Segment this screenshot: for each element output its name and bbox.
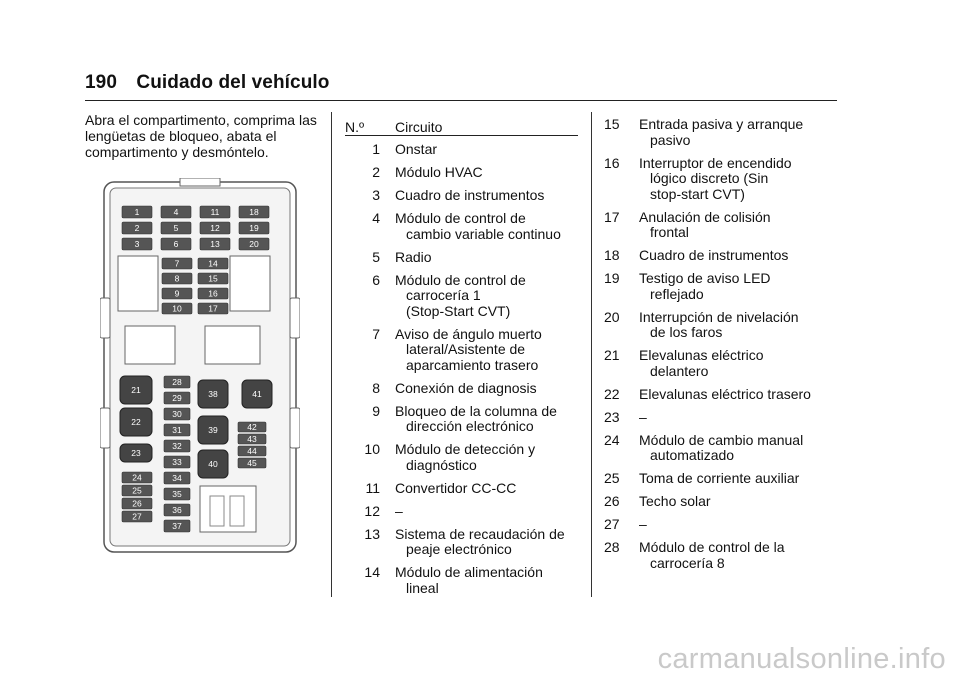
circuit-description xyxy=(395,481,585,497)
circuit-row xyxy=(604,471,844,487)
circuit-line: lógico discreto (Sin xyxy=(650,170,769,186)
circuit-number: 16 xyxy=(604,154,620,171)
circuit-line: Módulo de cambio manual xyxy=(639,431,804,448)
circuit-line: Bloqueo de la columna de xyxy=(395,402,557,419)
circuit-line: Módulo de alimentación xyxy=(395,564,543,580)
circuit-line: cambio variable continuo xyxy=(406,225,561,242)
circuit-number: 24 xyxy=(604,431,620,448)
circuit-list-1 xyxy=(345,142,585,604)
circuit-number: 3 xyxy=(372,187,380,203)
circuit-row xyxy=(345,527,585,558)
column-header-number: N.º xyxy=(345,119,365,135)
circuit-number: 2 xyxy=(372,164,380,180)
circuit-line: carrocería 1 xyxy=(406,287,481,303)
fuse-number: 20 xyxy=(249,239,259,249)
fuse-number: 3 xyxy=(134,239,140,249)
circuit-line: Techo solar xyxy=(639,493,711,509)
circuit-row xyxy=(604,494,844,510)
circuit-row xyxy=(604,117,844,148)
circuit-row xyxy=(604,540,844,571)
circuit-number: 18 xyxy=(604,247,620,263)
circuit-description xyxy=(639,433,844,464)
fuse-number: 44 xyxy=(247,446,257,456)
circuit-row xyxy=(604,271,844,302)
fuse-number: 2 xyxy=(134,223,140,233)
fuse-number: 13 xyxy=(210,239,220,249)
circuit-description xyxy=(639,210,844,241)
circuit-line: – xyxy=(395,502,403,519)
circuit-row xyxy=(345,504,585,520)
fuse-box-diagram xyxy=(100,178,300,556)
relay-number: 39 xyxy=(208,425,218,435)
fuse-number: 11 xyxy=(210,207,220,217)
circuit-description xyxy=(395,404,585,435)
circuit-description xyxy=(639,248,844,264)
circuit-list-2 xyxy=(604,117,844,579)
fuse-number: 33 xyxy=(172,457,182,467)
circuit-description xyxy=(395,327,585,374)
circuit-description xyxy=(395,273,585,320)
circuit-line: (Stop-Start CVT) xyxy=(406,302,511,319)
fuse-number: 43 xyxy=(247,434,257,444)
circuit-number: 7 xyxy=(372,325,380,342)
fuse-number: 7 xyxy=(174,258,180,269)
circuit-line: stop-start CVT) xyxy=(650,185,745,202)
circuit-line: Módulo de control de xyxy=(395,271,526,288)
circuit-row xyxy=(345,165,585,181)
relay-number: 40 xyxy=(208,459,218,469)
column-divider-right xyxy=(591,112,592,597)
circuit-line: frontal xyxy=(650,224,689,240)
circuit-line: lateral/Asistente de xyxy=(406,341,526,357)
circuit-line: dirección electrónico xyxy=(406,418,534,434)
circuit-line: Interruptor de encendido xyxy=(639,154,792,171)
circuit-row xyxy=(345,211,585,242)
circuit-line: Módulo de control de la xyxy=(639,539,785,555)
circuit-number: 9 xyxy=(372,402,380,419)
circuit-row xyxy=(604,517,844,533)
relay-socket xyxy=(125,326,175,364)
fuse-number: 35 xyxy=(172,489,182,499)
circuit-description xyxy=(395,250,585,266)
locking-tab xyxy=(100,298,110,338)
circuit-row xyxy=(345,404,585,435)
connector-socket xyxy=(200,486,256,532)
fuse-number: 37 xyxy=(172,521,182,531)
circuit-row xyxy=(345,327,585,374)
circuit-line: Cuadro de instrumentos xyxy=(639,247,789,263)
circuit-description xyxy=(639,156,844,203)
circuit-number: 17 xyxy=(604,208,620,225)
fuse-number: 45 xyxy=(247,458,257,468)
locking-tab xyxy=(290,408,300,448)
page-title: Cuidado del vehículo xyxy=(136,72,330,93)
circuit-line: de los faros xyxy=(650,324,723,340)
circuit-line: – xyxy=(639,408,647,425)
circuit-line: automatizado xyxy=(650,447,735,463)
circuit-number: 14 xyxy=(364,564,380,580)
page-header xyxy=(85,72,329,94)
fuse-number: 17 xyxy=(208,303,218,314)
circuit-line: pasivo xyxy=(650,131,691,148)
fuse-number: 32 xyxy=(172,441,182,451)
column-header-circuit: Circuito xyxy=(395,119,443,135)
circuit-row xyxy=(604,410,844,426)
circuit-row xyxy=(604,156,844,203)
relay-socket xyxy=(205,326,260,364)
circuit-description xyxy=(395,381,585,397)
circuit-description xyxy=(395,442,585,473)
fuse-number: 26 xyxy=(132,498,142,509)
circuit-number: 10 xyxy=(364,441,380,457)
circuit-number: 27 xyxy=(604,516,620,532)
circuit-number: 20 xyxy=(604,308,620,325)
fuse-number: 10 xyxy=(172,303,182,314)
circuit-row xyxy=(345,250,585,266)
locking-tab xyxy=(100,408,110,448)
fuse-number: 24 xyxy=(132,472,142,483)
circuit-line: delantero xyxy=(650,362,709,379)
circuit-line: reflejado xyxy=(650,285,704,302)
circuit-row xyxy=(604,387,844,403)
circuit-description xyxy=(639,117,844,148)
fuse-box-svg xyxy=(100,178,300,556)
circuit-row xyxy=(345,442,585,473)
fuse-number: 36 xyxy=(172,505,182,515)
circuit-description xyxy=(395,165,585,181)
circuit-line: Módulo de detección y xyxy=(395,441,536,457)
circuit-description xyxy=(639,348,844,379)
circuit-line: peaje electrónico xyxy=(406,541,512,557)
circuit-description xyxy=(395,527,585,558)
fuse-number: 12 xyxy=(210,223,220,233)
fuse-number: 6 xyxy=(173,239,179,249)
circuit-row xyxy=(345,381,585,397)
circuit-description xyxy=(395,565,585,596)
fuse-number: 9 xyxy=(174,288,180,299)
circuit-number: 12 xyxy=(364,502,380,519)
circuit-line: Conexión de diagnosis xyxy=(395,379,537,396)
circuit-number: 1 xyxy=(372,141,380,157)
circuit-line: diagnóstico xyxy=(406,456,477,473)
circuit-line: Entrada pasiva y arranque xyxy=(639,116,804,132)
circuit-line: Anulación de colisión xyxy=(639,208,771,225)
fuse-number: 1 xyxy=(134,207,140,217)
relay-number: 23 xyxy=(131,448,141,458)
fuse-number: 27 xyxy=(132,511,142,522)
circuit-number: 8 xyxy=(372,379,380,396)
circuit-row xyxy=(604,210,844,241)
circuit-line: Sistema de recaudación de xyxy=(395,525,565,542)
page-number: 190 xyxy=(85,72,118,93)
circuit-row xyxy=(604,433,844,464)
circuit-line: Onstar xyxy=(395,141,438,157)
circuit-row xyxy=(345,273,585,320)
circuit-row xyxy=(345,565,585,596)
circuit-number: 28 xyxy=(604,539,620,555)
circuit-line: Elevalunas eléctrico xyxy=(639,347,764,363)
circuit-number: 11 xyxy=(365,479,380,496)
circuit-line: Radio xyxy=(395,248,432,265)
circuit-row xyxy=(604,310,844,341)
circuit-row xyxy=(604,348,844,379)
fuse-number: 14 xyxy=(208,258,218,269)
circuit-number: 6 xyxy=(372,271,380,288)
circuit-description xyxy=(639,310,844,341)
fuse-number: 4 xyxy=(173,207,179,217)
circuit-line: Testigo de aviso LED xyxy=(639,270,771,286)
circuit-line: Elevalunas eléctrico trasero xyxy=(639,385,811,402)
table-header-rule xyxy=(345,135,578,136)
circuit-description xyxy=(395,142,585,158)
fuse-number: 31 xyxy=(172,425,182,435)
circuit-row xyxy=(604,248,844,264)
circuit-line: Toma de corriente auxiliar xyxy=(639,470,800,486)
circuit-line: aparcamiento trasero xyxy=(406,356,539,373)
circuit-row xyxy=(345,142,585,158)
circuit-number: 25 xyxy=(604,470,620,486)
fuse-number: 18 xyxy=(249,207,259,217)
column-divider-left xyxy=(331,112,332,597)
top-tab xyxy=(180,178,220,186)
relay-socket xyxy=(118,256,158,311)
circuit-description xyxy=(639,540,844,571)
relay-socket xyxy=(230,256,270,311)
fuse-number: 42 xyxy=(247,422,257,432)
circuit-description xyxy=(395,504,585,520)
circuit-line: Cuadro de instrumentos xyxy=(395,187,545,203)
circuit-line: Módulo de control de xyxy=(395,210,526,226)
connector-pin xyxy=(210,496,224,526)
circuit-line: – xyxy=(639,516,647,532)
circuit-description xyxy=(639,271,844,302)
circuit-number: 13 xyxy=(364,525,380,542)
header-divider xyxy=(85,100,837,101)
circuit-row xyxy=(345,188,585,204)
fuse-number: 16 xyxy=(208,288,218,299)
circuit-line: carrocería 8 xyxy=(650,554,725,571)
circuit-description xyxy=(395,211,585,242)
circuit-line: Interrupción de nivelación xyxy=(639,308,799,325)
relay-number: 41 xyxy=(252,389,262,399)
circuit-description xyxy=(639,494,844,510)
circuit-number: 5 xyxy=(372,248,380,265)
circuit-line: Aviso de ángulo muerto xyxy=(395,325,542,342)
circuit-description xyxy=(639,387,844,403)
circuit-description xyxy=(639,471,844,487)
circuit-number: 15 xyxy=(604,116,620,132)
circuit-line: lineal xyxy=(406,579,439,596)
circuit-description xyxy=(639,410,844,426)
fuse-number: 19 xyxy=(249,223,259,233)
circuit-description xyxy=(639,517,844,533)
circuit-number: 23 xyxy=(604,408,620,425)
circuit-row xyxy=(345,481,585,497)
circuit-number: 22 xyxy=(604,385,620,402)
fuse-number: 28 xyxy=(172,377,182,387)
watermark: carmanualsonline.info xyxy=(657,643,946,675)
locking-tab xyxy=(290,298,300,338)
circuit-line: Convertidor CC-CC xyxy=(395,479,517,496)
circuit-number: 21 xyxy=(604,347,620,363)
circuit-number: 4 xyxy=(372,210,380,226)
intro-paragraph: Abra el compartimento, comprima las lengüetas de bloqueo, abata el compartimento y desmóntelo. xyxy=(85,112,317,160)
fuse-number: 15 xyxy=(208,273,218,284)
relay-number: 21 xyxy=(131,385,141,395)
relay-number: 38 xyxy=(208,389,218,399)
fuse-number: 30 xyxy=(172,409,182,419)
fuse-number: 5 xyxy=(173,223,179,233)
fuse-number: 29 xyxy=(172,393,182,403)
connector-pin xyxy=(230,496,244,526)
fuse-number: 8 xyxy=(174,273,180,284)
fuse-number: 25 xyxy=(132,485,142,496)
fuse-number: 34 xyxy=(172,473,182,483)
circuit-number: 19 xyxy=(604,270,620,286)
relay-number: 22 xyxy=(131,417,141,427)
circuit-line: Módulo HVAC xyxy=(395,164,483,180)
circuit-number: 26 xyxy=(604,493,620,509)
circuit-description xyxy=(395,188,585,204)
